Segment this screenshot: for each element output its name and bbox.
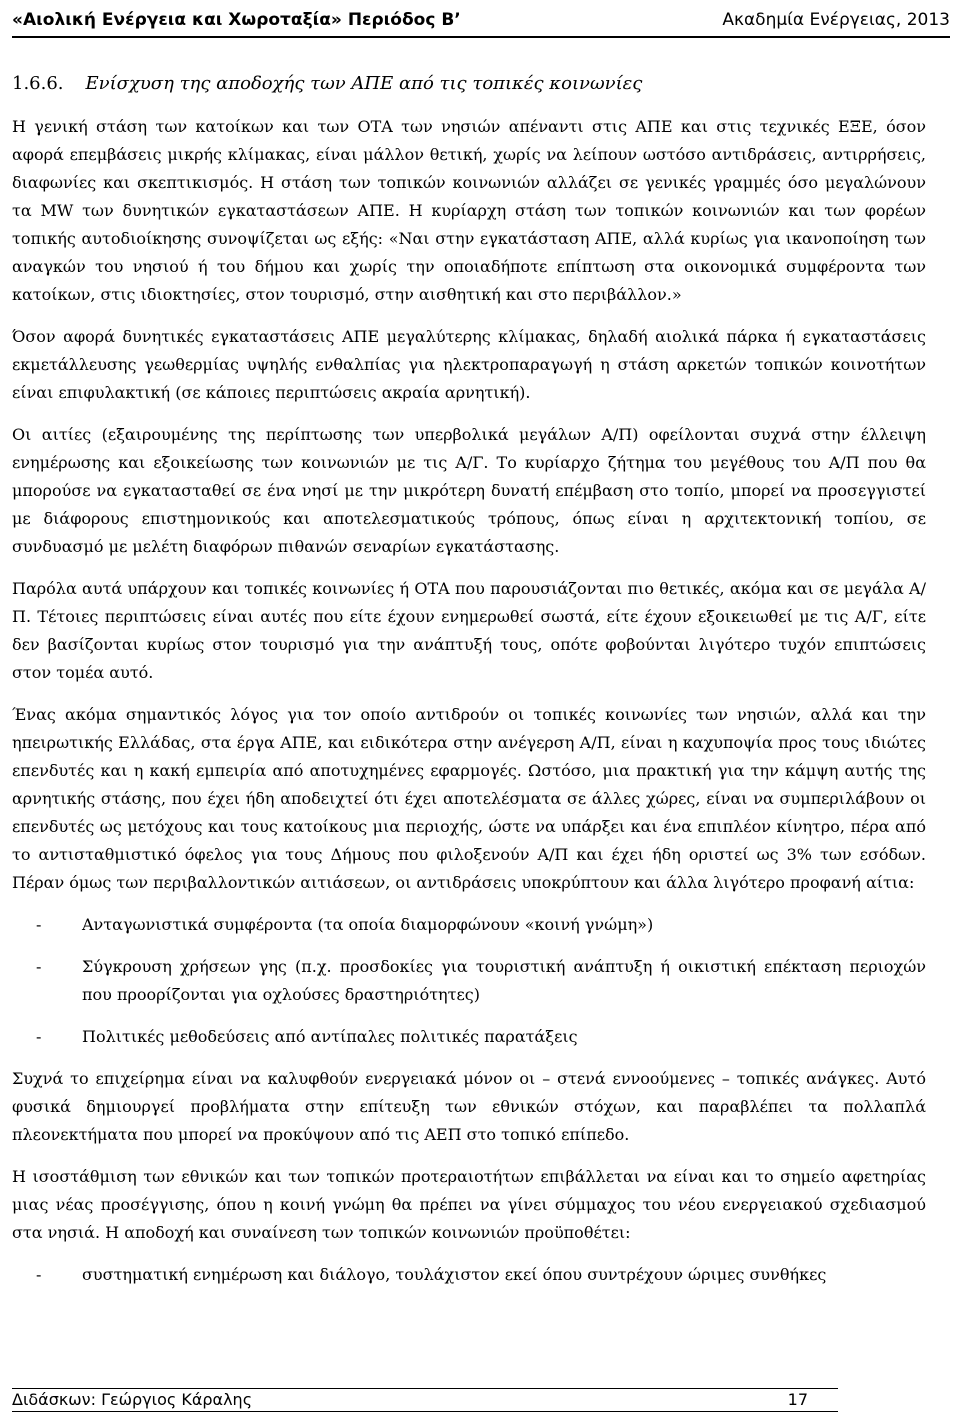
list-dash: - [36, 957, 42, 976]
list-dash: - [36, 1265, 42, 1284]
paragraph: Η γενική στάση των κατοίκων και των ΟΤΑ των νησιών απέναντι στις ΑΠΕ και στις τεχνικές ΕΞΕ, όσον αφορά επεμβάσεις μικρής κλίμακας, είναι μάλλον θετική, χωρίς να λείπουν ωστόσο αντιδράσεις, αντιρρήσεις, διαφωνίες και σκεπτικισμός. Η στάση των τοπικών κοινωνιών αλλάζει σε γενικές γραμμές όσο μεγαλώνουν τα MW των δυνητικών εγκαταστάσεων ΑΠΕ. Η κυρίαρχη στάση των τοπικών κοινωνιών και των φορέων τοπικής αυτοδιοίκησης συνοψίζεται ως εξής: «Ναι στην εγκατάσταση ΑΠΕ, αλλά κυρίως για ικανοποίηση των αναγκών του νησιού ή του δήμου και χωρίς την οποιαδήποτε επίπτωση στα οικονομικά συμφέροντα των κατοίκων, στις ιδιοκτησίες, στον τουρισμό, στην αισθητική και στο περιβάλλον.» [12, 117, 926, 304]
footer-author: Διδάσκων: Γεώργιος Κάραλης [12, 1390, 253, 1409]
paragraph: Όσον αφορά δυνητικές εγκαταστάσεις ΑΠΕ μεγαλύτερης κλίμακας, δηλαδή αιολικά πάρκα ή εγκαταστάσεις εκμετάλλευσης γεωθερμίας υψηλής ενθαλπίας για ηλεκτροπαραγωγή η στάση αρκετών τοπικών κοινοτήτων είναι επιφυλακτική (σε κάποιες περιπτώσεις ακραία αρνητική). [12, 327, 926, 402]
document-body [12, 113, 926, 1303]
list-dash: - [36, 1027, 42, 1046]
list-item-text: Πολιτικές μεθοδεύσεις από αντίπαλες πολιτικές παρατάξεις [82, 1027, 578, 1046]
list-item [12, 953, 926, 1009]
paragraph: Οι αιτίες (εξαιρουμένης της περίπτωσης των υπερβολικά μεγάλων Α/Π) οφείλονται συχνά στην έλλειψη ενημέρωσης και εξοικείωσης των κοινωνιών με τις Α/Γ. Το κυρίαρχο ζήτημα του μεγέθους του Α/Π που θα μπορούσε να εγκατασταθεί σε ένα νησί με την μικρότερη δυνατή επέμβαση στο τοπίο, μπορεί να προσεγγιστεί με διάφορους επιστημονικούς και αποτελεσματικούς τρόπους, όπως είναι η αρχιτεκτονική τοπίου, σε συνδυασμό με μελέτη διαφόρων πιθανών σεναρίων εγκατάστασης. [12, 425, 926, 556]
page-header [12, 10, 950, 38]
page-footer [12, 1388, 838, 1412]
list-dash: - [36, 915, 42, 934]
list-item [12, 1261, 926, 1289]
list-item [12, 1023, 926, 1051]
list-item [12, 911, 926, 939]
page-number: 17 [787, 1390, 808, 1409]
list-item-text: Ανταγωνιστικά συμφέροντα (τα οποία διαμορφώνουν «κοινή γνώμη») [82, 915, 654, 934]
section-heading [12, 73, 642, 94]
list-item-text: Σύγκρουση χρήσεων γης (π.χ. προσδοκίες για τουριστική ανάπτυξη ή οικιστική επέκταση περιοχών που προορίζονται για οχλούσες δραστηριότητες) [82, 957, 926, 1004]
paragraph: Η ισοστάθμιση των εθνικών και των τοπικών προτεραιοτήτων επιβάλλεται να είναι και το σημείο αφετηρίας μιας νέας προσέγγισης, όπου η κοινή γνώμη θα πρέπει να γίνει σύμμαχος του νέου ενεργειακού σχεδιασμού στα νησιά. Η αποδοχή και συναίνεση των τοπικών κοινωνιών προϋποθέτει: [12, 1167, 926, 1242]
section-title: Ενίσχυση της αποδοχής των ΑΠΕ από τις τοπικές κοινωνίες [85, 73, 643, 94]
paragraph: Συχνά το επιχείρημα είναι να καλυφθούν ενεργειακά μόνον οι – στενά εννοούμενες – τοπικές ανάγκες. Αυτό φυσικά δημιουργεί προβλήματα στην επίτευξη των εθνικών στόχων, και παραβλέπει τα πολλαπλά πλεονεκτήματα που μπορεί να προκύψουν από τις ΑΕΠ στο τοπικό επίπεδο. [12, 1069, 926, 1144]
section-number: 1.6.6. [12, 73, 64, 94]
list-item-text: συστηματική ενημέρωση και διάλογο, τουλάχιστον εκεί όπου συντρέχουν ώριμες συνθήκες [82, 1265, 827, 1284]
paragraph: Ένας ακόμα σημαντικός λόγος για τον οποίο αντιδρούν οι τοπικές κοινωνίες των νησιών, αλλά και την ηπειρωτικής Ελλάδας, στα έργα ΑΠΕ, και ειδικότερα στην ανέγερση Α/Π, είναι η καχυποψία προς τους ιδιώτες επενδυτές και η κακή εμπειρία από αποτυχημένες εφαρμογές. Ωστόσο, μια πρακτική για την κάμψη αυτής της αρνητικής στάσης, που έχει ήδη αποδειχτεί ότι έχει αποτελέσματα σε άλλες χώρες, είναι να συμπεριλάβουν οι επενδυτές ως μετόχους και τους κατοίκους μια περιοχής, ώστε να υπάρξει και ένα επιπλέον κίνητρο, πέρα από το αντισταθμιστικό όφελος για τους Δήμους που φιλοξενούν Α/Π και έχει ήδη οριστεί ως 3% των εσόδων. Πέραν όμως των περιβαλλοντικών αιτιάσεων, οι αντιδράσεις υποκρύπτουν και άλλα λιγότερο προφανή αίτια: [12, 705, 926, 892]
header-academy: Ακαδημία Ενέργειας, 2013 [722, 10, 950, 30]
header-title: «Αιολική Ενέργεια και Χωροταξία» Περιόδος Β’ [12, 10, 461, 30]
paragraph: Παρόλα αυτά υπάρχουν και τοπικές κοινωνίες ή ΟΤΑ που παρουσιάζονται πιο θετικές, ακόμα και σε μεγάλα Α/Π. Τέτοιες περιπτώσεις είναι αυτές που είτε έχουν ενημερωθεί σωστά, είτε έχουν εξοικειωθεί με τις Α/Γ, είτε δεν βασίζονται κυρίως στον τουρισμό για την ανάπτυξή τους, οπότε φοβούνται λιγότερο τυχόν επιπτώσεις στον τομέα αυτό. [12, 579, 926, 682]
